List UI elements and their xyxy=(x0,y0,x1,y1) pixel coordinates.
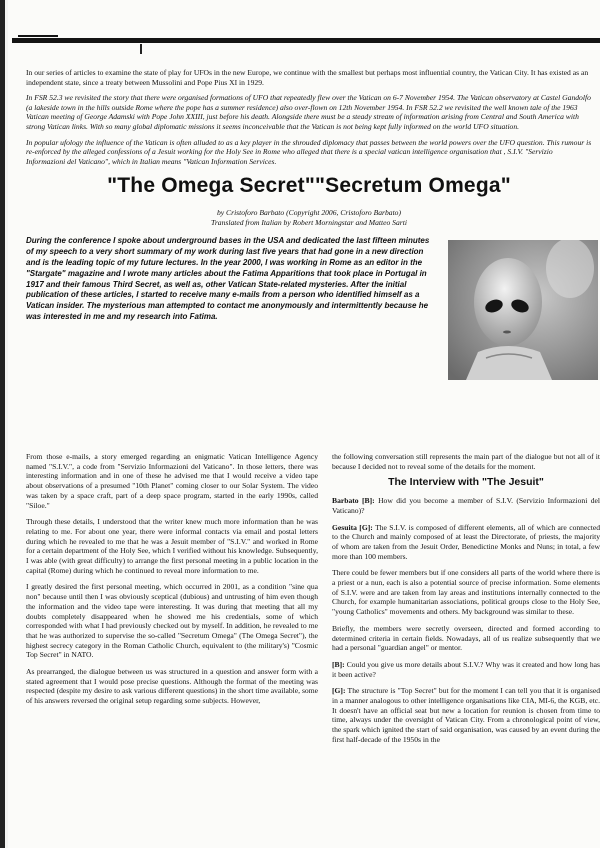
qa-paragraph xyxy=(332,624,600,653)
alien-figure-photo xyxy=(448,240,598,380)
qa-speaker: [B]: xyxy=(332,659,345,669)
body-paragraph: I greatly desired the first personal meeting, which occurred in 2001, as a condition "sine qua non" because until then I was obviously sceptical (dubious) and untrusting of him even though the information and the video tape were interesting. It was during that meeting that all my doubts completely disappeared when he showed me his credentials, some of which corresponded with what I had previously checked out by myself. In addition, he revealed to me that he was authorized to supervise the so-called "Secretum Omega" (The Omega Secret"), the highest secrecy category in the Roman Catholic Church, equivalent to (the military's) "Cosmic Top Secret" in NATO. xyxy=(26,582,318,660)
left-column xyxy=(26,452,318,713)
qa-paragraph xyxy=(332,686,600,744)
qa-text: The S.I.V. is composed of different elements, all of which are connected to the Church and mainly composed of at least the Directorate, of priests, the majority of whom are taken from the Jesuit Order, Benedictine Monks and Nuns; in total, a few more than 100 members. xyxy=(332,522,600,561)
interview-heading: The Interview with "The Jesuit" xyxy=(388,476,544,489)
body-paragraph: From those e-mails, a story emerged regarding an enigmatic Vatican Intelligence Agency named "S.I.V.", a code from "Servizio Informazioni del Vaticano". In those letters, there was interesting information and in one of these he advised me that I would receive a video tape about observations of a presumed "10th Planet" coming closer to our Solar System. The video was taken by a space craft, part of a deep space program, started in the early 1990s, called "Siloe." xyxy=(26,452,318,510)
scan-edge xyxy=(0,0,5,848)
intro-paragraph-2: In FSR 52.3 we revisited the story that there were organised formations of UFO that repeatedly flew over the Vatican on 6-7 November 1954. The Vatican observatory at Castel Gandolfo (a lakeside town in the hills outside Rome where the pope has a summer residence) also over-flown on 12th November 1954. In FSR 52.2 we revisited the well known tale of the 1963 Vatican meeting of George Adamski with Pope John XXIII, just before his death. Alongside there must be a steady stream of information arising from Central and South America with strong Vatican links. With so many global diplomatic missions it seems inconceivable that the Vatican is not being kept fully informed on the world UFO situation. xyxy=(26,93,591,131)
qa-speaker: Gesuita [G]: xyxy=(332,522,373,532)
alien-figure-image xyxy=(448,240,598,380)
translator-byline: Translated from Italian by Robert Morningstar and Matteo Sarti xyxy=(211,218,407,228)
body-paragraph: As prearranged, the dialogue between us was structured in a question and answer form with a stated agreement that I would pose precise questions. Although the format of the meeting was respected (despite my desire to ask various different questions) in the short time available, some of his answers reversed the original setup regarding some subjects. However, xyxy=(26,667,318,706)
body-paragraph: Through these details, I understood that the writer knew much more information than he was relating to me. For about one year, there were informal contacts via email and postal letters during which he revealed to me that he was a Jesuit member of "S.I.V." and worked in Rome for a certain department of the Holy See, which I verified without his knowledge. Subsequently, I was able (with great difficulty) to arrange the first personal meeting in a public location in the capital (Rome) during which he continued to reveal more information to me. xyxy=(26,517,318,575)
article-title: "The Omega Secret""Secretum Omega" xyxy=(107,174,511,198)
qa-speaker: [G]: xyxy=(332,686,346,696)
qa-speaker: Barbato [B]: xyxy=(332,496,375,506)
author-byline: by Cristoforo Barbato (Copyright 2006, Cristoforo Barbato) xyxy=(216,208,402,218)
intro-paragraph-3: In popular ufology the influence of the Vatican is often alluded to as a key player in the shrouded diplomacy that passes between the world powers over the UFO question. This rumour is re-enforced by the alleged confessions of a Jesuit working for the Holy See in Rome who alleged that there is a special vatican intelligence organisation that , S.I.V. "Servizio Informazioni del Vaticano", which in Italian means "Vatican Information Services. xyxy=(26,137,592,166)
qa-paragraph xyxy=(332,523,600,562)
qa-paragraph xyxy=(332,496,600,515)
qa-text: Could you give us more details about S.I.V.? Why was it created and how long has it been active? xyxy=(332,659,600,679)
article-top xyxy=(26,68,592,386)
qa-text: There could be fewer members but if one considers all parts of the world where there is a priest or a nun, each is also a potential source of precise information. Some elements of S.I.V. were and are taken from lay areas and institutions internally connected to the Church, for example humanitarian associations, political groups close to the Holy See, "young Catholics" movements and others. My background was similar to these. xyxy=(332,568,600,617)
lead-section xyxy=(26,236,592,386)
header-rule xyxy=(12,38,600,43)
qa-text: Briefly, the members were secretly overseen, directed and formed according to determined criteria in certain fields. Nowadays, all of us realize subsequently that we had a personal "guardian angel" or mentor. xyxy=(332,623,600,653)
qa-text: The structure is "Top Secret" but for the moment I can tell you that it is organised in a manner analogous to other intelligence organisations like CIA, MI-6, the KGB, etc. It doesn't have an official seat but new a location for reunion is chosen from time to time, always under the oversight of Vatican City. From a chronological point of view, the spark which ignited the start of said organisation, was caused by an event during the first half-decade of the 1950s in the xyxy=(332,686,600,744)
qa-paragraph xyxy=(332,660,600,679)
intro-paragraph-1: In our series of articles to examine the state of play for UFOs in the new Europe, we continue with the smallest but perhaps most influential country, the Vatican City. It has existed as an independent state, since a treaty between Mussolini and Pope Pius XI in 1929. xyxy=(26,68,589,87)
body-paragraph: the following conversation still represents the main part of the dialogue but not all of it because I decided not to reveal some of the details for the moment. xyxy=(332,452,600,471)
header-tick xyxy=(140,44,142,54)
right-column xyxy=(332,452,600,752)
qa-text: How did you become a member of S.I.V. (Servizio Informazioni del Vaticano)? xyxy=(332,496,600,515)
lead-paragraph: During the conference I spoke about underground bases in the USA and dedicated the last fifteen minutes of my speech to a very short summary of my work during last five years that had gone in a new direction and is the leading topic of my future lectures. In the year 2000, I was working in Rome as an editor in the "Stargate" magazine and I wrote many articles about the Fatima Apparitions that took place in Portugal in 1917 and their famous Third Secret, as well as, other Vatican State-related mysteries. After the initial publication of these articles, I started to receive many e-mails from a person who identified himself as a Vatican insider. The mysterious man attempted to contact me anonymously and intermittently because he was interested in me and my research into Fatima. xyxy=(26,236,430,321)
qa-paragraph xyxy=(332,568,600,617)
